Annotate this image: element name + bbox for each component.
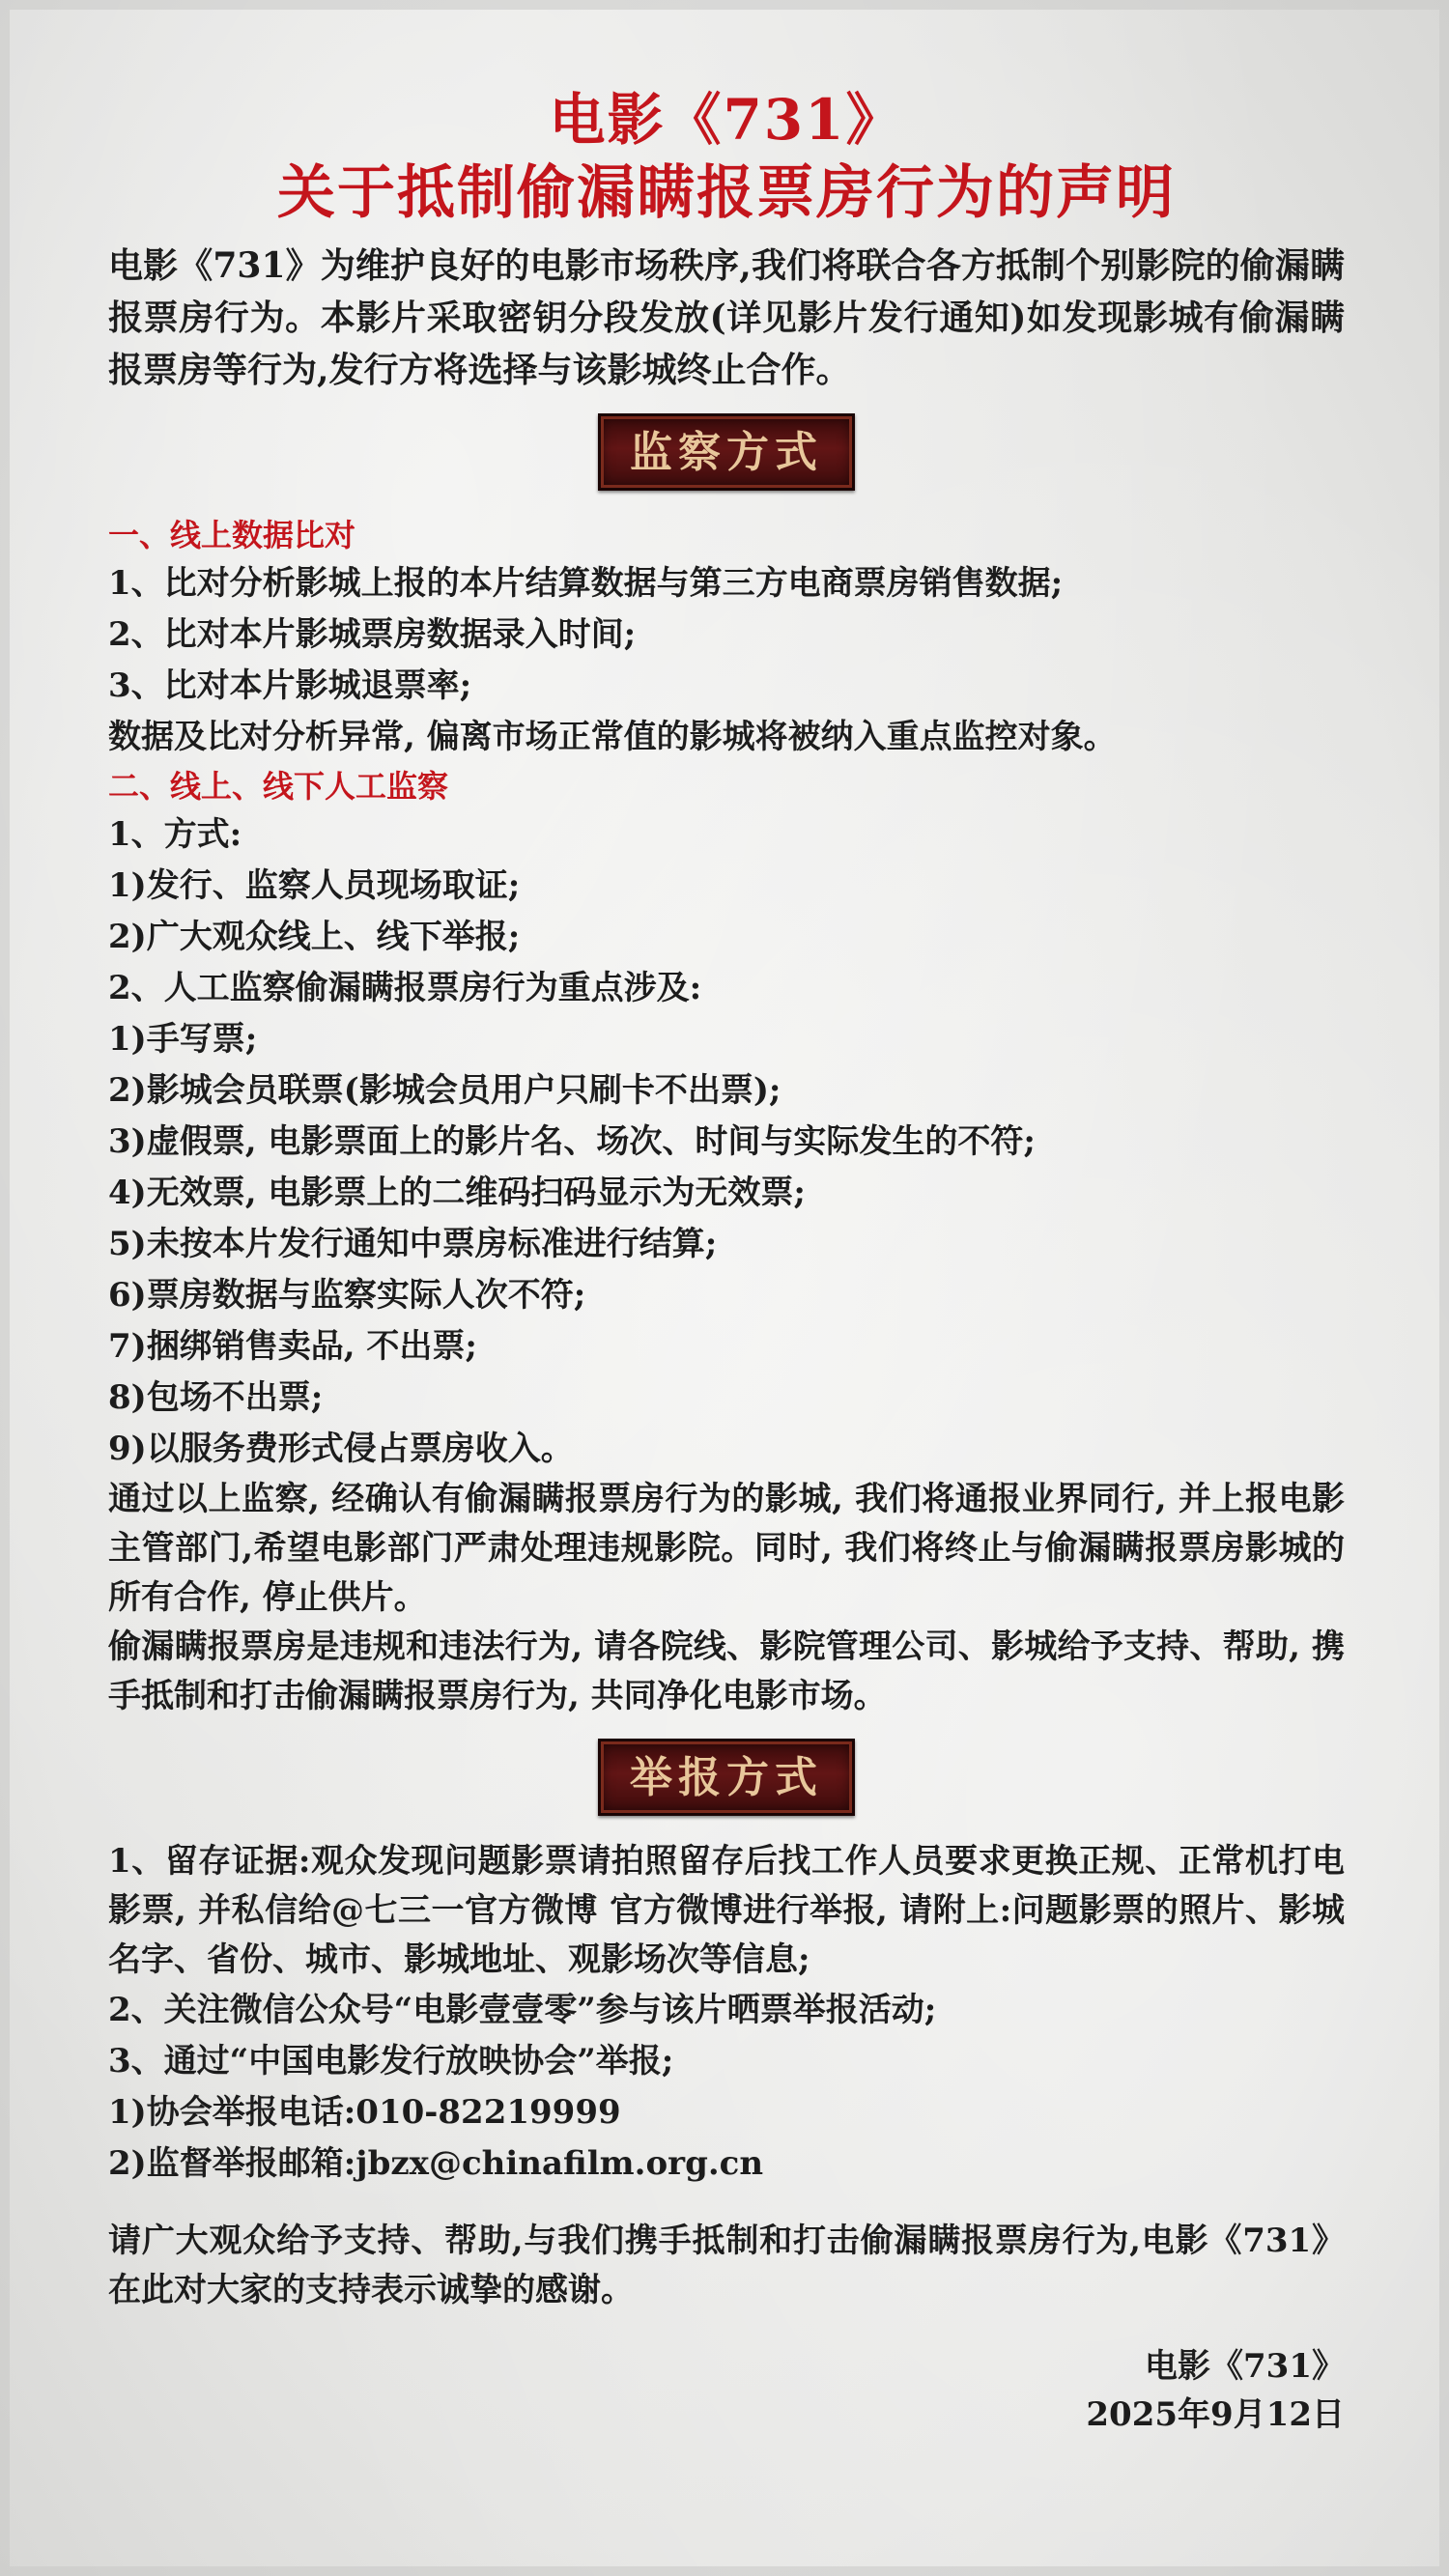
report-email: 2)监督举报邮箱:jbzx@chinafilm.org.cn xyxy=(108,2144,764,2183)
list-item: 1、方式: xyxy=(108,815,242,854)
list-item: 1)发行、监察人员现场取证; xyxy=(108,866,521,905)
list-item: 2、人工监察偷漏瞒报票房行为重点涉及: xyxy=(108,969,702,1007)
monitoring-closing-paragraph: 通过以上监察, 经确认有偷漏瞒报票房行为的影城, 我们将通报业界同行, 并上报电影主管部门,希望电影部门严肃处理违规影院。同时, 我们将终止与偷漏瞒报票房影城的所有合作, 停止供片。 xyxy=(108,1480,1345,1617)
report-item-evidence: 1、留存证据:观众发现问题影票请拍照留存后找工作人员要求更换正规、正常机打电影票, 并私信给@七三一官方微博 官方微博进行举报, 请附上:问题影票的照片、影城名字、省份、城市、影城地址、观影场次等信息; xyxy=(108,1842,1345,1979)
list-item: 2)广大观众线上、线下举报; xyxy=(108,918,521,956)
report-phone: 1)协会举报电话:010-82219999 xyxy=(108,2093,621,2132)
signature-date: 2025年9月12日 xyxy=(1086,2395,1345,2434)
monitoring-methods-badge: 监察方式 xyxy=(598,413,855,491)
list-item: 3、通过“中国电影发行放映协会”举报; xyxy=(108,2042,674,2081)
report-badge-wrap xyxy=(108,1739,1345,1816)
thanks-paragraph: 请广大观众给予支持、帮助,与我们携手抵制和打击偷漏瞒报票房行为,电影《731》在此对大家的支持表示诚挚的感谢。 xyxy=(108,2222,1345,2309)
list-item: 1、比对分析影城上报的本片结算数据与第三方电商票房销售数据; xyxy=(108,564,1064,603)
list-item: 2、关注微信公众号“电影壹壹零”参与该片晒票举报活动; xyxy=(108,1991,937,2029)
intro-paragraph: 电影《731》为维护良好的电影市场秩序,我们将联合各方抵制个别影院的偷漏瞒报票房行为。本影片采取密钥分段发放(详见影片发行通知)如发现影城有偷漏瞒报票房等行为,发行方将选择与该影城终止合作。 xyxy=(108,245,1345,390)
list-item: 3)虚假票, 电影票面上的影片名、场次、时间与实际发生的不符; xyxy=(108,1122,1036,1161)
monitoring-appeal-paragraph: 偷漏瞒报票房是违规和违法行为, 请各院线、影院管理公司、影城给予支持、帮助, 携手抵制和打击偷漏瞒报票房行为, 共同净化电影市场。 xyxy=(108,1628,1345,1715)
monitoring-badge-wrap xyxy=(108,413,1345,491)
list-item: 7)捆绑销售卖品, 不出票; xyxy=(108,1327,477,1366)
list-item: 8)包场不出票; xyxy=(108,1378,324,1417)
report-methods-badge: 举报方式 xyxy=(598,1739,855,1816)
signature-org: 电影《731》 xyxy=(1145,2347,1345,2386)
section-online-heading: 一、线上数据比对 xyxy=(108,517,356,553)
list-item: 5)未按本片发行通知中票房标准进行结算; xyxy=(108,1225,718,1263)
list-item: 数据及比对分析异常, 偏离市场正常值的影城将被纳入重点监控对象。 xyxy=(108,718,1117,756)
spacer xyxy=(108,2315,1345,2342)
spacer xyxy=(108,2190,1345,2217)
list-item: 6)票房数据与监察实际人次不符; xyxy=(108,1276,586,1315)
page-title: 电影《731》 xyxy=(549,87,904,153)
list-item: 9)以服务费形式侵占票房收入。 xyxy=(108,1430,574,1468)
section-manual-heading: 二、线上、线下人工监察 xyxy=(108,768,449,805)
list-item: 3、比对本片影城退票率; xyxy=(108,666,472,705)
list-item: 1)手写票; xyxy=(108,1020,258,1059)
list-item: 2)影城会员联票(影城会员用户只刷卡不出票); xyxy=(108,1071,781,1110)
page-subtitle: 关于抵制偷漏瞒报票房行为的声明 xyxy=(277,159,1176,227)
list-item: 4)无效票, 电影票上的二维码扫码显示为无效票; xyxy=(108,1174,806,1212)
list-item: 2、比对本片影城票房数据录入时间; xyxy=(108,615,637,654)
